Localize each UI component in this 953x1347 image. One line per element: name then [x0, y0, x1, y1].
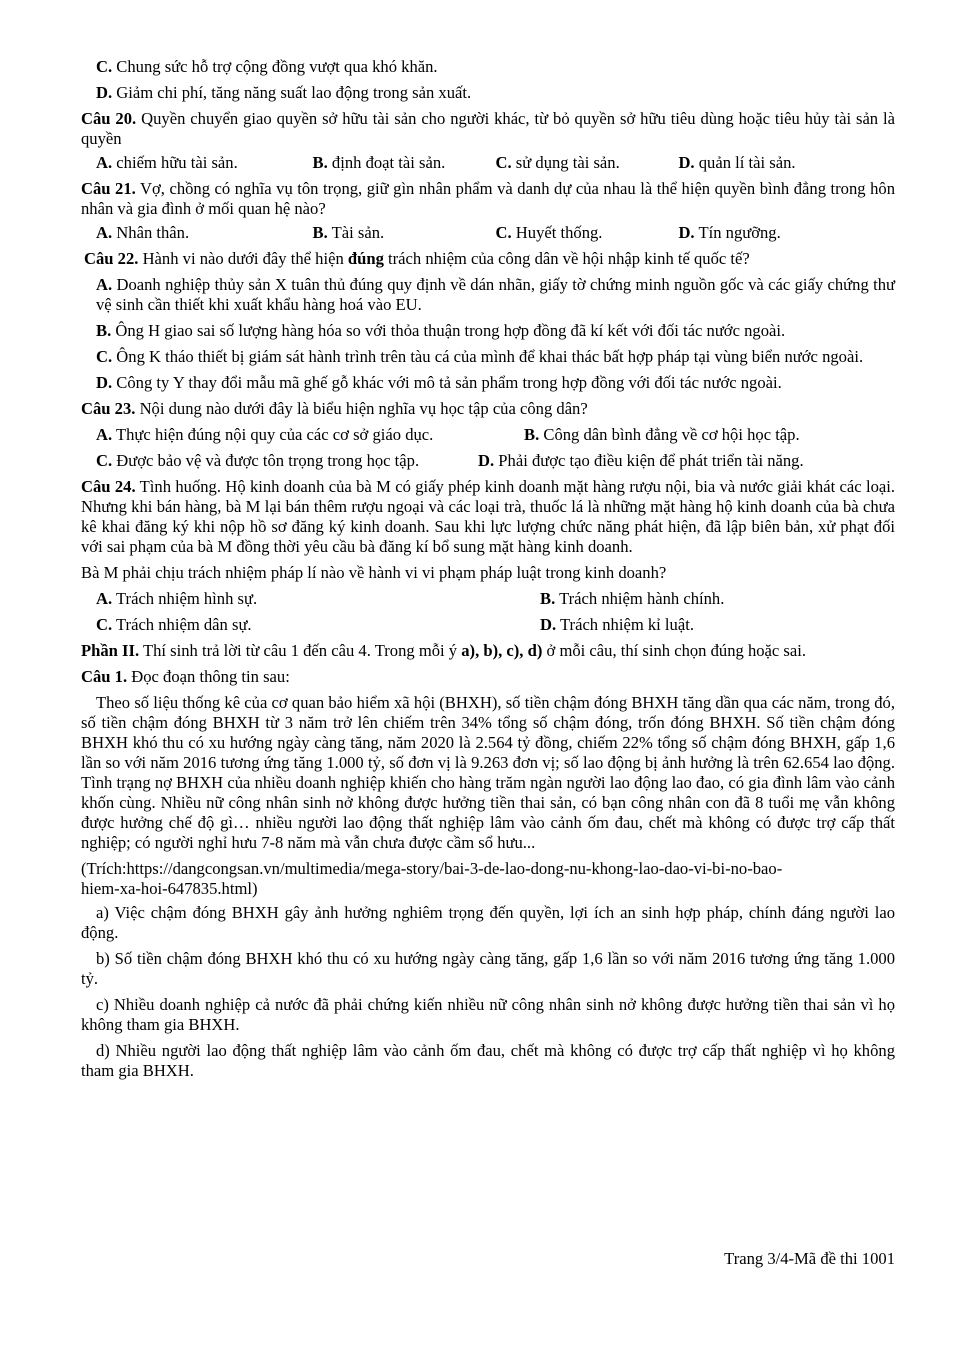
option-d: D. Công ty Y thay đổi mẫu mã ghế gỗ khác với mô tả sản phẩm trong hợp đồng với đối tác nước ngoài.	[96, 373, 782, 392]
statement-d: d) Nhiều người lao động thất nghiệp lâm vào cảnh ốm đau, chết mà không có được trợ cấp thất nghiệp vì họ không tham gia BHXH.	[81, 1041, 895, 1080]
option-a: A. Trách nhiệm hình sự.	[96, 589, 258, 608]
exam-page	[81, 57, 895, 1087]
source-citation: (Trích:https://dangcongsan.vn/multimedia/mega-story/bai-3-de-lao-dong-nu-khong-lao-dao-vi-bi-no-bao- hiem-xa-hoi-647835.html)	[81, 859, 783, 898]
option-d: D. Tín ngưỡng.	[678, 223, 781, 242]
question-23	[81, 399, 895, 471]
question-23-stem: Câu 23. Nội dung nào dưới đây là biểu hiện nghĩa vụ học tập của công dân?	[81, 399, 588, 418]
option-b: B. định đoạt tài sản.	[312, 153, 446, 172]
option-b: B. Ông H giao sai số lượng hàng hóa so với thỏa thuận trong hợp đồng đã kí kết với đối tác nước ngoài.	[96, 321, 786, 340]
page-footer: Trang 3/4-Mã đề thi 1001	[724, 1249, 895, 1268]
question-21-options	[81, 223, 895, 243]
option-c: C. sử dụng tài sản.	[495, 153, 620, 172]
part-2-question-1	[81, 667, 895, 1081]
statement-c: c) Nhiều doanh nghiệp cả nước đã phải chứng kiến nhiều nữ công nhân sinh nở không được hưởng tiền thai sản vì họ không tham gia BHXH.	[81, 995, 895, 1034]
option-c: C. Được bảo vệ và được tôn trọng trong học tập.	[96, 451, 420, 470]
question-24-question: Bà M phải chịu trách nhiệm pháp lí nào về hành vi vi phạm pháp luật trong kinh doanh?	[81, 563, 667, 582]
passage: Theo số liệu thống kê của cơ quan bảo hiểm xã hội (BHXH), số tiền chậm đóng BHXH tăng dần qua các năm, trong đó, số tiền chậm đóng BHXH từ 3 năm trở lên chiếm trên 34% tổng số chậm đóng, trốn đóng BHXH. Số tiền chậm đóng BHXH khó thu có xu hướng ngày càng tăng, năm 2020 là 2.564 tỷ đồng, chiếm 22% tổng số chậm đóng BHXH, gấp 1,6 lần so với năm 2016 tương ứng tăng 1.000 tỷ, số đơn vị là 9.263 đơn vị; số lao động bị ảnh hưởng là trên 62.654 lao động. Tình trạng nợ BHXH của nhiều doanh nghiệp khiến cho hàng trăm ngàn người lao động lao đao, có gia đình lâm vào cảnh khốn cùng. Nhiều nữ công nhân sinh nở không được hưởng tiền thai sản, có bạn công nhân con đã 8 tuổi mẹ vẫn không được hưởng chế độ gì… nhiều người lao động thất nghiệp lâm vào cảnh ốm đau, chết mà không có được trợ cấp thất nghiệp; có người nghỉ hưu 7-8 năm mà vẫn chưa được cầm sổ hưu...	[81, 693, 895, 852]
option-c: C. Trách nhiệm dân sự.	[96, 615, 252, 634]
question-24-options-row2	[81, 615, 895, 635]
question-23-options-row2	[81, 451, 895, 471]
option-d: D. Trách nhiệm kỉ luật.	[540, 615, 694, 634]
option-line-d: D. Giảm chi phí, tăng năng suất lao động trong sản xuất.	[96, 83, 472, 102]
question-21-stem: Câu 21. Vợ, chồng có nghĩa vụ tôn trọng, giữ gìn nhân phẩm và danh dự của nhau là thể hiện quyền bình đẳng trong hôn nhân và gia đình ở mối quan hệ nào?	[81, 179, 895, 218]
option-c: C. Huyết thống.	[495, 223, 603, 242]
option-c: C. Ông K tháo thiết bị giám sát hành trình trên tàu cá của mình để khai thác bất hợp pháp tại vùng biển nước ngoài.	[96, 347, 864, 366]
statement-a: a) Việc chậm đóng BHXH gây ảnh hưởng nghiêm trọng đến quyền, lợi ích an sinh hợp pháp, chính đáng người lao động.	[81, 903, 895, 942]
question-24	[81, 477, 895, 635]
option-a: A. Nhân thân.	[96, 223, 190, 242]
question-24-options-row1	[81, 589, 895, 609]
question-20	[81, 109, 895, 173]
question-22	[81, 249, 895, 393]
option-a: A. Thực hiện đúng nội quy của các cơ sở giáo dục.	[96, 425, 434, 444]
question-20-options	[81, 153, 895, 173]
question-21	[81, 179, 895, 243]
option-line-c: C. Chung sức hỗ trợ cộng đồng vượt qua khó khăn.	[96, 57, 438, 76]
question-23-options-row1	[81, 425, 895, 445]
option-b: B. Trách nhiệm hành chính.	[540, 589, 725, 608]
part-2-heading: Phần II. Thí sinh trả lời từ câu 1 đến câu 4. Trong mỗi ý a), b), c), d) ở mỗi câu, thí sinh chọn đúng hoặc sai.	[81, 641, 807, 660]
option-a: A. Doanh nghiệp thủy sản X tuân thủ đúng quy định về dán nhãn, giấy tờ chứng minh nguồn gốc và các giấy chứng thư vệ sinh cần thiết khi xuất khẩu hàng hoá vào EU.	[96, 275, 895, 314]
option-d: D. quản lí tài sản.	[678, 153, 796, 172]
option-b: B. Công dân bình đẳng về cơ hội học tập.	[524, 425, 800, 444]
question-20-stem: Câu 20. Quyền chuyển giao quyền sở hữu tài sản cho người khác, từ bỏ quyền sở hữu tiêu dùng hoặc tiêu hủy tài sản là quyền	[81, 109, 896, 148]
part-2-question-1-stem: Câu 1. Đọc đoạn thông tin sau:	[81, 667, 290, 686]
option-b: B. Tài sản.	[312, 223, 385, 242]
question-22-stem: Câu 22. Hành vi nào dưới đây thể hiện đúng trách nhiệm của công dân về hội nhập kinh tế quốc tế?	[84, 249, 750, 268]
statement-b: b) Số tiền chậm đóng BHXH khó thu có xu hướng ngày càng tăng, gấp 1,6 lần so với năm 2016 tương ứng tăng 1.000 tỷ.	[81, 949, 895, 988]
question-24-stem: Câu 24. Tình huống. Hộ kinh doanh của bà M có giấy phép kinh doanh mặt hàng rượu nội, bia và nước giải khát các loại. Nhưng khi bán hàng, bà M lại bán thêm rượu ngoại và các loại trà, thuốc lá là những mặt hàng hộ kinh doanh của bà chưa kê khai đăng ký khi nộp hồ sơ đăng ký kinh doanh. Sau khi lực lượng chức năng phát hiện, đã lập biên bản, xử phạt đối với sai phạm của bà M đồng thời yêu cầu bà đăng kí bổ sung mặt hàng kinh doanh.	[81, 477, 896, 556]
option-a: A. chiếm hữu tài sản.	[96, 153, 238, 172]
option-d: D. Phải được tạo điều kiện để phát triển tài năng.	[478, 451, 804, 470]
